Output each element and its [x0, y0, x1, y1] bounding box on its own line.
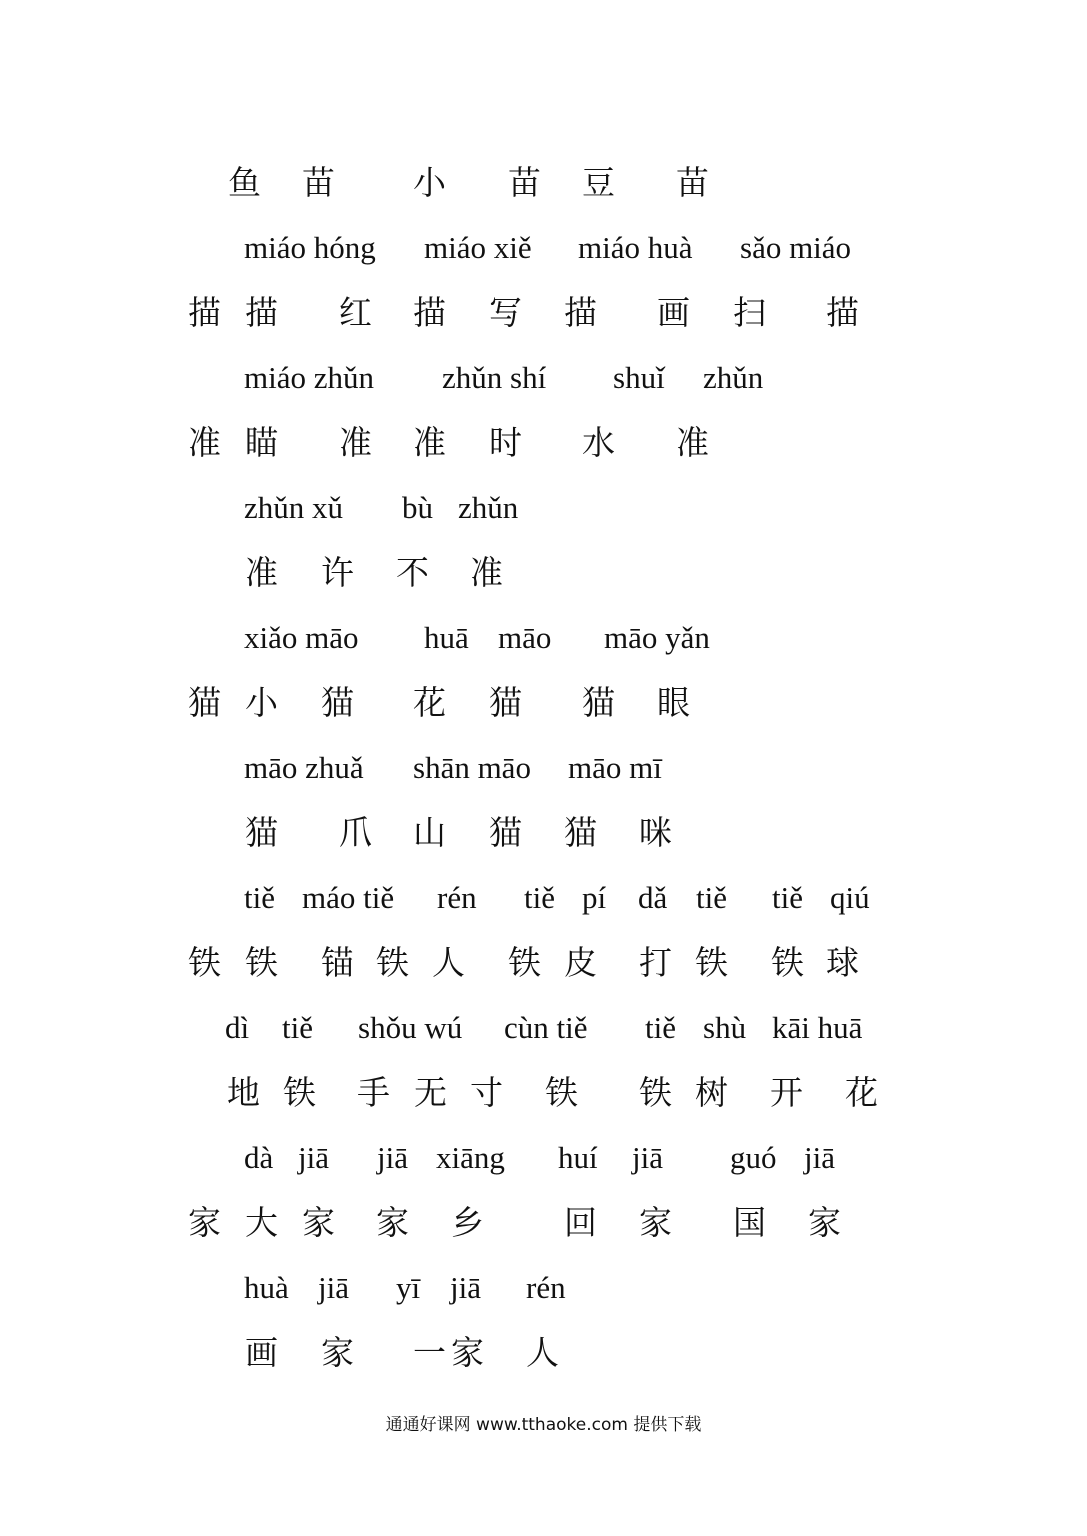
hanzi-char: 花: [413, 683, 446, 722]
pinyin-word: jiā: [632, 1140, 663, 1175]
pinyin-word: huā: [424, 620, 469, 655]
hanzi-char: 铁: [508, 943, 541, 982]
pinyin-word: miáo xiě: [424, 230, 532, 265]
hanzi-char: 描: [245, 293, 278, 332]
hanzi-char: 乡: [451, 1203, 484, 1242]
hanzi-char: 苗: [302, 163, 335, 202]
hanzi-char: 打: [639, 943, 672, 982]
hanzi-char: 时: [489, 423, 522, 462]
hanzi-char: 小: [413, 163, 446, 202]
hanzi-char: 猫: [489, 813, 522, 852]
hanzi-char: 铁: [376, 943, 409, 982]
hanzi-char: 小: [245, 683, 278, 722]
hanzi-char: 铁: [639, 1073, 672, 1112]
hanzi-char: 家: [376, 1203, 409, 1242]
hanzi-char: 猫: [564, 813, 597, 852]
pinyin-word: jiā: [804, 1140, 835, 1175]
pinyin-word: kāi huā: [772, 1010, 863, 1045]
pinyin-word: māo yǎn: [604, 620, 710, 655]
hanzi-char: 苗: [676, 163, 709, 202]
pinyin-word: jiā: [298, 1140, 329, 1175]
hanzi-char: 皮: [564, 943, 597, 982]
pinyin-word: jiā: [318, 1270, 349, 1305]
hanzi-char: 家: [188, 1203, 221, 1242]
hanzi-char: 家: [321, 1333, 354, 1372]
hanzi-char: 地: [227, 1073, 260, 1112]
pinyin-word: shǒu wú: [358, 1010, 463, 1045]
hanzi-char: 描: [413, 293, 446, 332]
hanzi-char: 花: [845, 1073, 878, 1112]
hanzi-char: 回: [564, 1203, 597, 1242]
hanzi-char: 铁: [245, 943, 278, 982]
pinyin-word: shān māo: [413, 750, 531, 785]
pinyin-word: pí: [582, 880, 607, 915]
hanzi-char: 人: [432, 943, 465, 982]
hanzi-char: 人: [526, 1333, 559, 1372]
footer-credit: 通通好课网 www.tthaoke.com 提供下载: [385, 1415, 702, 1435]
hanzi-char: 树: [695, 1073, 728, 1112]
pinyin-word: māo mī: [568, 750, 662, 785]
hanzi-char: 红: [339, 293, 372, 332]
pinyin-word: jiā: [450, 1270, 481, 1305]
hanzi-char: 家: [302, 1203, 335, 1242]
hanzi-char: 准: [245, 553, 278, 592]
pinyin-word: dà: [244, 1140, 274, 1175]
hanzi-char: 锚: [321, 943, 354, 982]
hanzi-char: 描: [564, 293, 597, 332]
hanzi-char: 猫: [489, 683, 522, 722]
pinyin-word: jiā: [377, 1140, 408, 1175]
hanzi-char: 准: [413, 423, 446, 462]
hanzi-char: 猫: [245, 813, 278, 852]
hanzi-char: 铁: [771, 943, 804, 982]
hanzi-char: 准: [470, 553, 503, 592]
hanzi-char: 不: [396, 553, 429, 592]
pinyin-word: yī: [396, 1270, 421, 1305]
hanzi-char: 准: [676, 423, 709, 462]
pinyin-word: māo: [498, 620, 552, 655]
pinyin-word: dì: [225, 1010, 250, 1045]
hanzi-char: 铁: [283, 1073, 316, 1112]
hanzi-char: 铁: [545, 1073, 578, 1112]
pinyin-word: tiě: [696, 880, 727, 915]
hanzi-char: 鱼: [228, 163, 261, 202]
pinyin-word: rén: [526, 1270, 566, 1305]
hanzi-char: 描: [188, 293, 221, 332]
pinyin-word: xiāng: [436, 1140, 505, 1175]
pinyin-word: zhǔn xǔ: [244, 490, 344, 525]
hanzi-char: 豆: [582, 163, 615, 202]
pinyin-word: miáo hóng: [244, 230, 376, 265]
pinyin-word: qiú: [830, 880, 870, 915]
hanzi-char: 写: [489, 293, 522, 332]
pinyin-word: bù: [402, 490, 433, 525]
hanzi-char: 家: [451, 1333, 484, 1372]
pinyin-word: xiǎo māo: [244, 620, 359, 655]
hanzi-char: 扫: [733, 293, 766, 332]
hanzi-char: 瞄: [245, 423, 278, 462]
pinyin-word: tiě: [645, 1010, 676, 1045]
pinyin-word: zhǔn: [703, 360, 764, 395]
pinyin-word: dǎ: [638, 880, 668, 915]
hanzi-char: 准: [339, 423, 372, 462]
pinyin-word: tiě: [772, 880, 803, 915]
pinyin-word: máo tiě: [302, 880, 395, 915]
pinyin-word: zhǔn shí: [442, 360, 547, 395]
hanzi-char: 无: [414, 1073, 447, 1112]
hanzi-char: 家: [639, 1203, 672, 1242]
hanzi-char: 国: [733, 1203, 766, 1242]
hanzi-char: 眼: [657, 683, 690, 722]
hanzi-char: 家: [808, 1203, 841, 1242]
hanzi-char: 铁: [695, 943, 728, 982]
pinyin-word: tiě: [282, 1010, 313, 1045]
hanzi-char: 描: [826, 293, 859, 332]
hanzi-char: 画: [245, 1333, 278, 1372]
hanzi-char: 水: [582, 423, 615, 462]
pinyin-word: sǎo miáo: [740, 230, 852, 265]
pinyin-word: tiě: [244, 880, 275, 915]
hanzi-char: 准: [188, 423, 221, 462]
pinyin-word: shuǐ: [613, 360, 665, 395]
pinyin-word: miáo zhǔn: [244, 360, 374, 395]
pinyin-word: zhǔn: [458, 490, 519, 525]
hanzi-char: 猫: [188, 683, 221, 722]
hanzi-char: 手: [357, 1073, 390, 1112]
pinyin-word: māo zhuǎ: [244, 750, 364, 785]
hanzi-char: 画: [657, 293, 690, 332]
pinyin-word: miáo huà: [578, 230, 693, 265]
pinyin-word: cùn tiě: [504, 1010, 588, 1045]
hanzi-char: 一: [413, 1333, 446, 1372]
hanzi-char: 球: [826, 943, 859, 982]
hanzi-char: 大: [245, 1203, 278, 1242]
pinyin-word: guó: [730, 1140, 777, 1175]
hanzi-char: 咪: [639, 813, 672, 852]
hanzi-char: 开: [770, 1073, 803, 1112]
pinyin-word: shù: [703, 1010, 747, 1045]
hanzi-char: 猫: [582, 683, 615, 722]
hanzi-char: 铁: [188, 943, 221, 982]
pinyin-word: rén: [437, 880, 477, 915]
pinyin-word: huí: [558, 1140, 598, 1175]
hanzi-char: 许: [321, 553, 354, 592]
pinyin-word: huà: [244, 1270, 289, 1305]
hanzi-char: 苗: [508, 163, 541, 202]
hanzi-char: 寸: [470, 1073, 503, 1112]
hanzi-char: 山: [413, 813, 446, 852]
hanzi-char: 猫: [321, 683, 354, 722]
hanzi-char: 爪: [339, 813, 372, 852]
pinyin-word: tiě: [524, 880, 555, 915]
